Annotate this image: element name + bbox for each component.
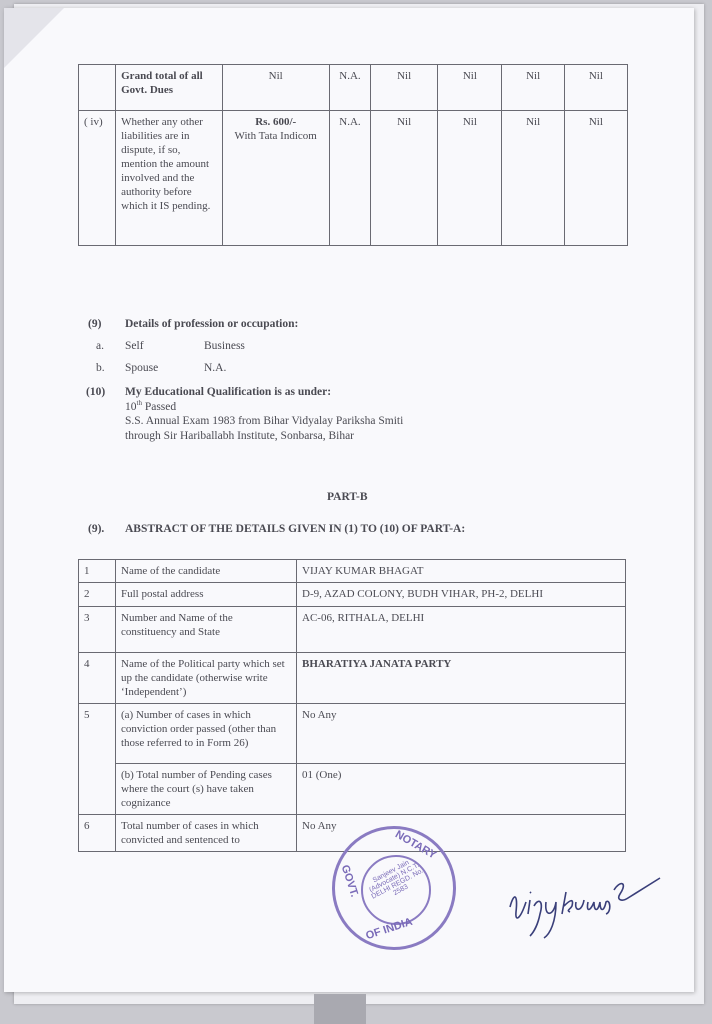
table-cell: No Any [297, 704, 626, 764]
signature [500, 862, 670, 942]
table-cell: Number and Name of the constituency and State [116, 607, 297, 653]
binder-clip [314, 994, 366, 1024]
table-cell: 6 [79, 815, 116, 852]
table-cell: D-9, AZAD COLONY, BUDH VIHAR, PH-2, DELHI [297, 583, 626, 607]
table-cell: 1 [79, 560, 116, 583]
table-cell: ( iv) [79, 111, 116, 246]
qualification-line: S.S. Annual Exam 1983 from Bihar Vidyalay Pariksha Smiti [125, 415, 404, 427]
amount-text: Rs. 600/- [255, 116, 297, 128]
table-cell: BHARATIYA JANATA PARTY [297, 653, 626, 704]
table-cell: 01 (One) [297, 764, 626, 815]
table-cell: (b) Total number of Pending cases where the court (s) have taken cognizance [116, 764, 297, 815]
section-heading: ABSTRACT OF THE DETAILS GIVEN IN (1) TO (10) OF PART-A: [125, 523, 466, 535]
list-label: Spouse [125, 362, 159, 374]
table-cell: Nil [371, 65, 438, 111]
section-number: (10) [86, 386, 106, 398]
table-row [79, 764, 626, 815]
table-cell: VIJAY KUMAR BHAGAT [297, 560, 626, 583]
qualification-line [125, 399, 176, 413]
table-row [79, 653, 626, 704]
liabilities-table [78, 64, 628, 246]
table-cell: Name of the candidate [116, 560, 297, 583]
table-cell [222, 111, 329, 246]
table-cell: No Any [297, 815, 626, 852]
section-number: (9). [88, 523, 105, 535]
table-cell: 4 [79, 653, 116, 704]
qualification-level: 10 [125, 400, 137, 413]
stamp-bottom-text: OF INDIA [364, 915, 414, 943]
table-cell: Full postal address [116, 583, 297, 607]
list-label: Self [125, 340, 144, 352]
folded-corner [4, 8, 64, 68]
table-row [79, 607, 626, 653]
table-cell: N.A. [329, 65, 370, 111]
abstract-table [78, 559, 626, 852]
table-cell: Nil [502, 111, 564, 246]
table-cell: Grand total of all Govt. Dues [116, 65, 222, 111]
table-cell: Nil [438, 111, 502, 246]
table-row [79, 560, 626, 583]
list-value: N.A. [204, 362, 227, 374]
table-cell: Whether any other liabilities are in dispute, if so, mention the amount involved and the authority before which it IS pending. [116, 111, 222, 246]
table-row [79, 583, 626, 607]
table-cell: Nil [222, 65, 329, 111]
table-cell: 2 [79, 583, 116, 607]
table-cell: Nil [438, 65, 502, 111]
table-cell: AC-06, RITHALA, DELHI [297, 607, 626, 653]
notary-stamp [332, 826, 456, 950]
table-cell [79, 65, 116, 111]
list-letter: b. [96, 362, 105, 374]
table-cell: Name of the Political party which set up the candidate (otherwise write ‘Independent’) [116, 653, 297, 704]
stamp-left-text: GOVT. [338, 863, 361, 899]
stamp-top-text: NOTARY [393, 828, 439, 862]
table-row [79, 65, 628, 111]
table-cell: Nil [502, 65, 564, 111]
section-heading: Details of profession or occupation: [125, 318, 299, 330]
table-cell: Total number of cases in which convicted and sentenced to [116, 815, 297, 852]
stamp-center-text: Sanjeev Jain (Advocate) N.C.T. DELHI REGD. No. 2583 [368, 859, 425, 901]
section-heading: My Educational Qualification is as under: [125, 386, 332, 398]
ordinal-suffix: th [136, 399, 142, 407]
qualification-status: Passed [141, 400, 177, 413]
list-letter: a. [96, 340, 104, 352]
table-cell: Nil [564, 111, 627, 246]
table-cell: (a) Number of cases in which conviction order passed (other than those referred to in Form 26) [116, 704, 297, 764]
amount-note: With Tata Indicom [234, 130, 317, 142]
table-cell: 3 [79, 607, 116, 653]
qualification-line: through Sir Hariballabh Institute, Sonbarsa, Bihar [125, 430, 355, 442]
list-value: Business [204, 340, 245, 352]
table-cell: Nil [371, 111, 438, 246]
section-number: (9) [88, 318, 102, 330]
table-cell: N.A. [329, 111, 370, 246]
part-title: PART-B [327, 491, 368, 503]
table-cell: 5 [79, 704, 116, 815]
table-cell: Nil [564, 65, 627, 111]
table-row [79, 111, 628, 246]
table-row [79, 704, 626, 764]
